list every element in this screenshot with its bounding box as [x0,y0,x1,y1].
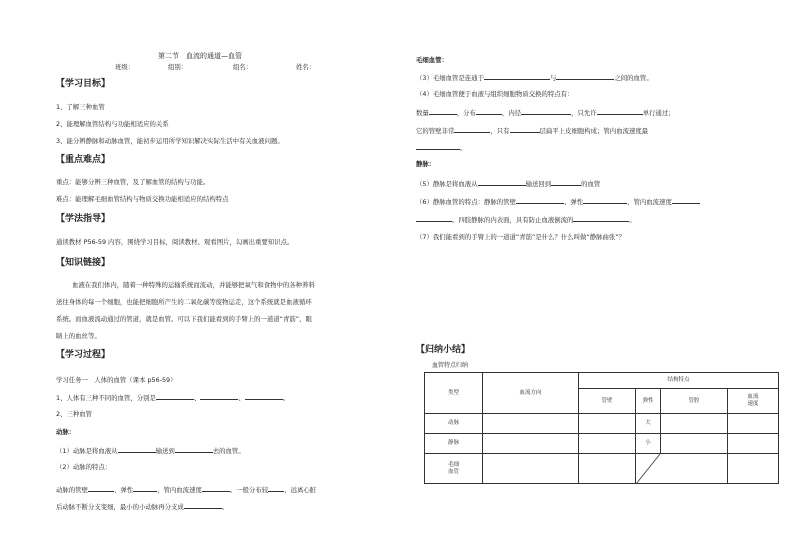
key-heading: 【重点难点】 [56,155,111,165]
vein-q6: （6）静脉血管的特点：静脉的管壁 、弹性 ，管内血流速度 [416,197,700,206]
header-structure: 结构特点 [579,373,779,389]
vein-elasticity: 小 [636,434,661,454]
cell [483,454,579,484]
group-label: 组别： [168,63,188,71]
process-heading: 【学习过程】 [56,350,111,360]
goal-item: 2、能理解血管结构与功能相适应的关系 [56,120,169,128]
method-heading: 【学法指导】 [56,214,111,224]
cell [483,434,579,454]
task-title: 学习任务一 人体的血管（课本 p56-59） [56,376,177,384]
artery-q1: （1）动脉是将血液从 输送到 去的血管。 [56,447,245,455]
cell [661,414,728,434]
goal-item: 1、了解三种血管 [56,103,105,111]
header-lumen: 管腔 [661,389,728,414]
artery-elasticity: 大 [636,414,661,434]
leader-label: 组名： [233,63,253,71]
method-text: 通读教材 P56-59 内容，围绕学习目标，阅读教材、观看图片，勾画出重要知识点。 [56,238,294,246]
artery-q3: 动脉的管壁 、弹性 ，管内血流速度 。一般分布较 ，远离心脏 [56,486,317,494]
table-caption: 血管特点归纳 [432,362,469,369]
cell [579,434,636,454]
link-line: 睛上的血丝等。 [56,332,101,340]
row-vein-label: 静脉 [425,434,483,454]
diagonal-line [636,454,726,484]
header-speed: 血流 速度 [728,389,779,414]
artery-label: 动脉： [56,428,76,436]
vein-q6-cont: 。四肢静脉的内表面，具有防止血液倒流的 。 [416,215,636,224]
question-2: 2、三种血管 [56,410,93,418]
goal-item: 3、能分辨静脉和动脉血管，能初步运用所学知识解决实际生活中有关血液问题。 [56,137,284,145]
cell [483,414,579,434]
difficult-point: 难点：能理解毛细血管结构与物质交换功能相适应的结构特点 [56,195,229,203]
important-point: 重点：能够分辨三种血管，及了解血管的结构与功能。 [56,178,210,186]
header-direction: 血流方向 [483,373,579,414]
header-type: 类型 [425,373,483,414]
row-capillary-label: 毛细 血管 [425,454,483,484]
goals-heading: 【学习目标】 [56,79,111,89]
vein-q7: （7）我们能看到的手臂上的一道道“青筋”是什么？什么叫做“静脉曲张”？ [416,233,626,241]
diagonal-cell [636,454,728,484]
vein-label: 静脉： [416,160,436,168]
capillary-q3: （3）毛细血管是连通于 与 之间的血管。 [416,74,653,82]
header-elasticity: 弹性 [636,389,661,414]
cell [728,414,779,434]
cell [579,454,636,484]
cell [728,434,779,454]
capillary-q5: 数量 ，分布 ，内径 ，只允许 单行通过； [416,109,675,117]
link-line: 系统。而血液流动通过的管道，就是血管。可以下我们能看到的手臂上的一道道“青筋”、眼 [56,315,312,323]
row-artery-label: 动脉 [425,414,483,434]
header-wall: 管壁 [579,389,636,414]
cell [579,414,636,434]
cell [661,434,728,454]
link-heading: 【知识链接】 [56,258,111,268]
cell [728,454,779,484]
capillary-q6: 它的管壁非常 ，只有 层扁平上皮细胞构成；管内血流速度最 [416,127,649,135]
capillary-q6-blank: 。 [416,143,466,152]
question-1: 1、人体有三种不同的血管，分别是 、 、 。 [56,394,290,402]
artery-q4: 后动脉不断分支变细，最小的小动脉再分支成 。 [56,503,229,511]
page-title: 第二节 血流的通道—血管 [158,52,242,60]
link-line: 血液在我们体内，随着一种特殊的运输系统而流动，并能够把氧气和食物中的各种养料 [72,281,315,289]
class-label: 班级： [115,63,135,71]
summary-table [424,372,779,484]
summary-heading: 【归纳小结】 [416,345,471,355]
name-label: 姓名： [296,63,316,71]
link-line: 送往身体的每一个细胞，也能把细胞所产生的二氧化碳等废物运走，这个系统就是血液循环 [56,298,312,306]
capillary-q4: （4）毛细血管便于血液与组织细胞物质交换的特点有： [416,90,574,98]
capillary-label: 毛细血管： [416,56,448,64]
artery-q2: （2）动脉的特点： [56,463,112,471]
vein-q5: （5）静脉是将血液从 输送回到 的血管 [416,180,601,188]
